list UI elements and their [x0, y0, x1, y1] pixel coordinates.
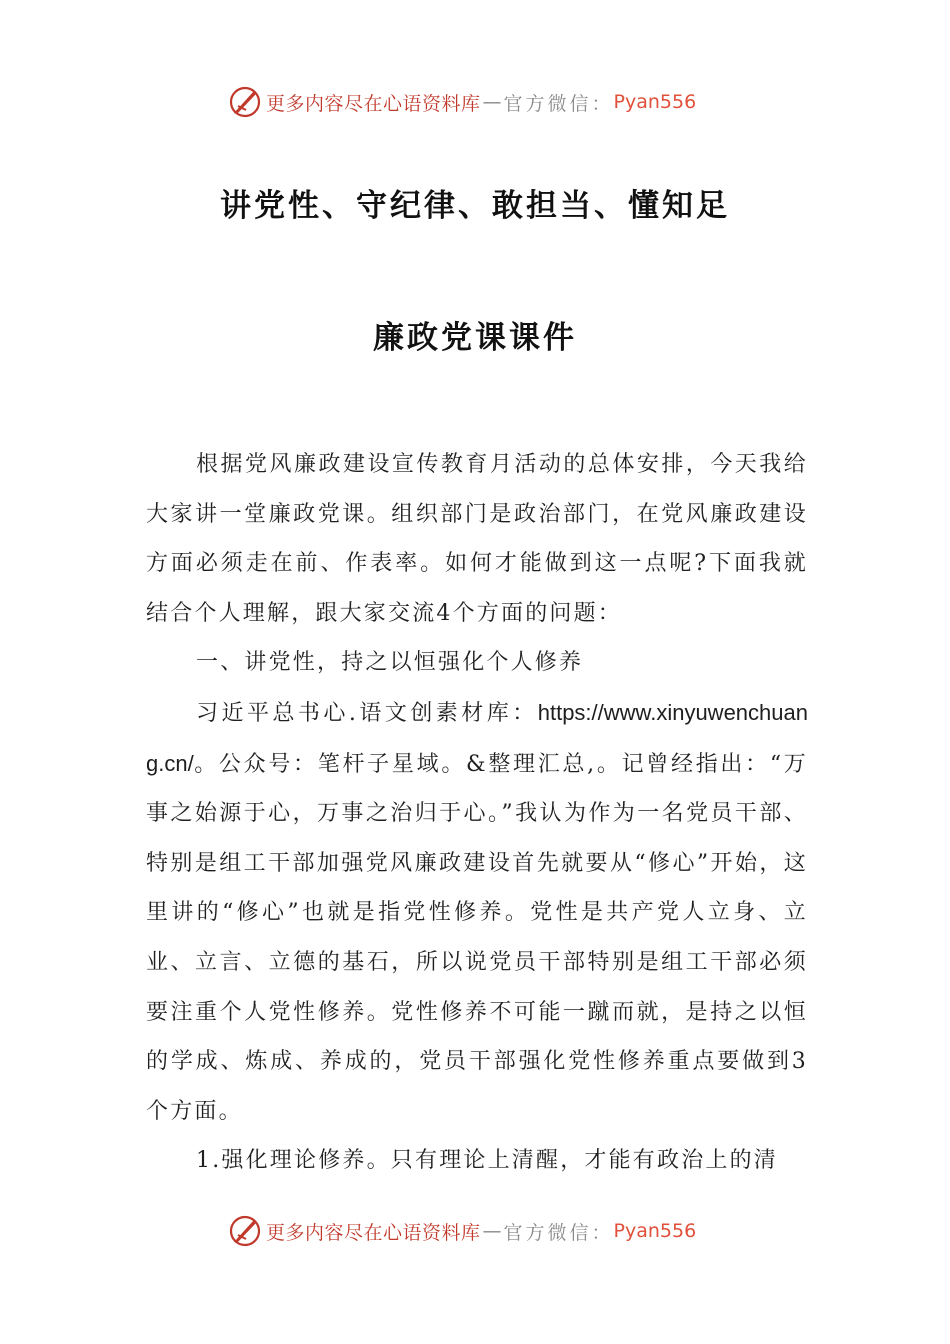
paragraph-text: 。公众号：笔杆子星域。&整理汇总,。记曾经指出：“万事之始源于心，万事之治归于心。”我认为作为一名党员干部、特别是组工干部加强党风廉政建设首先就要从“修心”开始，这里讲的“修心”也就是指党性修养。党性是共产党人立身、立业、立言、立德的基石，所以说党员干部特别是组工干部必须要注重个人党性修养。党性修养不可能一蹴而就，是持之以恒的学成、炼成、养成的，党员干部强化党性修养重点要做到3个方面。 [146, 751, 808, 1124]
quill-pen-logo-icon [228, 1214, 262, 1248]
watermark-label: 官方微信： [503, 92, 614, 115]
source-url: https://www.xinyuwenchuang.cn/ [146, 699, 808, 776]
section-heading: 一、讲党性，持之以恒强化个人修养 [196, 650, 584, 676]
watermark-banner-top [228, 82, 696, 122]
document-title-line1: 讲党性、守纪律、敢担当、懂知足 [220, 188, 730, 224]
body-paragraph [146, 688, 808, 1136]
watermark-separator: — [482, 1220, 502, 1242]
point-paragraph: 1.强化理论修养。只有理论上清醒，才能有政治上的清 [196, 1148, 778, 1174]
intro-paragraph: 根据党风廉政建设宣传教育月活动的总体安排，今天我给大家讲一堂廉政党课。组织部门是政治部门，在党风廉政建设方面必须走在前、作表率。如何才能做到这一点呢?下面我就结合个人理解，跟大家交流4个方面的问题： [146, 452, 808, 626]
watermark-text: 更多内容尽在心语资料库 [266, 1221, 481, 1244]
document-body [146, 440, 808, 1186]
watermark-account: Pyan556 [613, 91, 697, 113]
watermark-text: 更多内容尽在心语资料库 [266, 92, 481, 115]
quill-pen-logo-icon [228, 85, 262, 119]
watermark-label: 官方微信： [503, 1221, 614, 1244]
watermark-separator: — [482, 91, 502, 113]
paragraph-prefix: 习近平总书心.语文创素材库： [196, 700, 538, 726]
watermark-account: Pyan556 [613, 1220, 697, 1242]
watermark-banner-bottom [228, 1211, 696, 1251]
document-title-line2: 廉政党课课件 [373, 320, 577, 356]
